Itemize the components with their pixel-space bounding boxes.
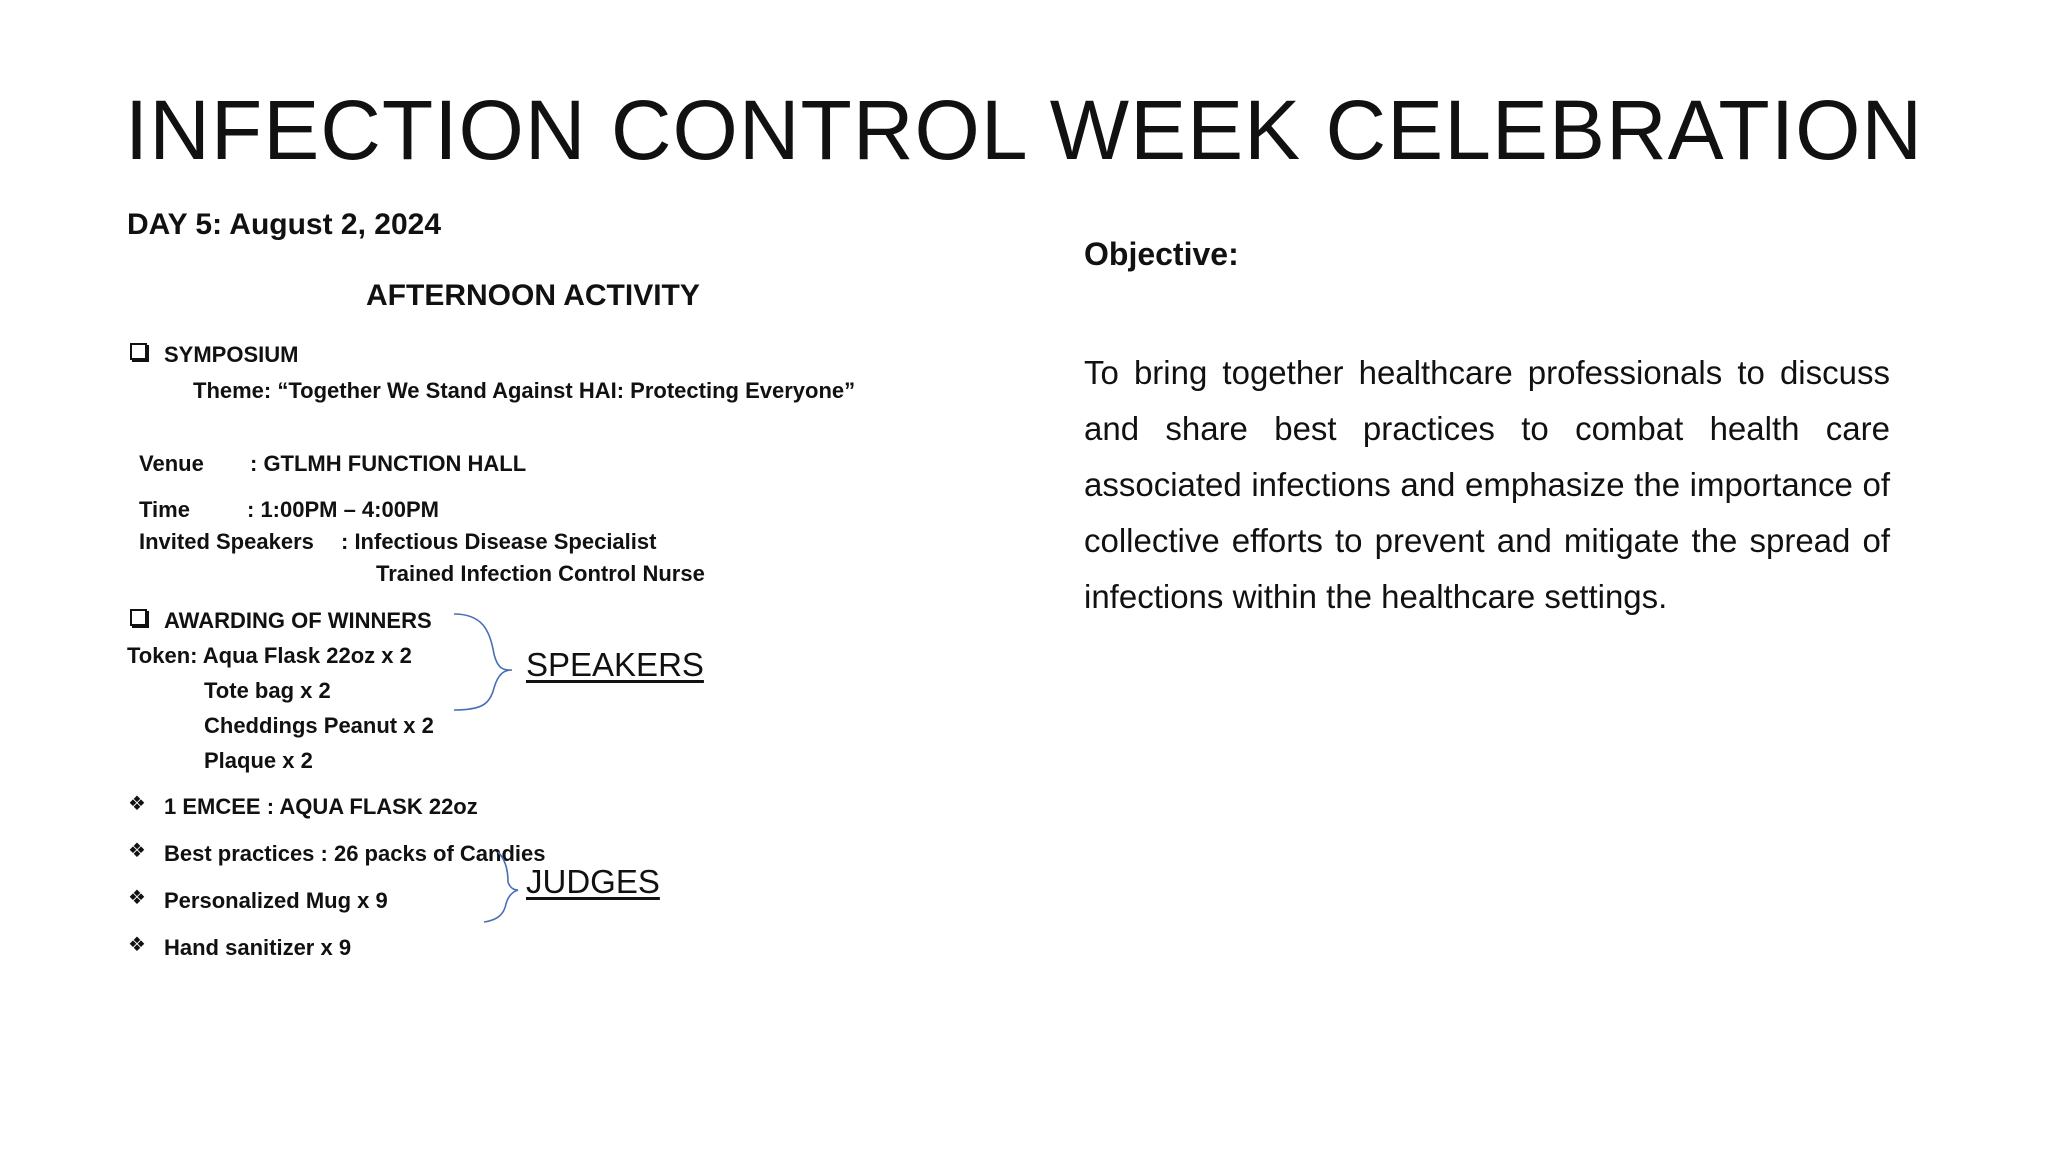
extra-item: Hand sanitizer x 9 (164, 935, 352, 960)
speaker-1: : Infectious Disease Specialist (341, 529, 657, 554)
speakers-annotation: SPEAKERS (526, 646, 704, 683)
symposium-label: SYMPOSIUM (164, 342, 299, 367)
four-diamond-bullet-icon: ❖ (128, 887, 146, 909)
judges-brace (480, 850, 520, 924)
extra-item: Personalized Mug x 9 (164, 888, 388, 913)
checkbox-bullet-icon (130, 609, 147, 626)
symposium-theme: Theme: “Together We Stand Against HAI: Protecting Everyone” (193, 378, 856, 403)
venue-value: : GTLMH FUNCTION HALL (250, 451, 527, 476)
time-value: : 1:00PM – 4:00PM (247, 497, 439, 522)
checkbox-bullet-icon (130, 343, 147, 360)
speaker-2: Trained Infection Control Nurse (376, 561, 705, 586)
slide-title: INFECTION CONTROL WEEK CELEBRATION (124, 83, 1924, 177)
award-item: Plaque x 2 (204, 748, 313, 773)
objective-label: Objective: (1084, 236, 1239, 272)
activity-heading: AFTERNOON ACTIVITY (366, 279, 700, 312)
venue-label: Venue (139, 451, 204, 476)
extra-item: Best practices : 26 packs of Candies (164, 841, 546, 866)
awarding-label: AWARDING OF WINNERS (164, 608, 432, 633)
day-date: DAY 5: August 2, 2024 (127, 208, 442, 241)
extra-item: 1 EMCEE : AQUA FLASK 22oz (164, 794, 478, 819)
speakers-brace (452, 612, 516, 712)
token-line: Token: Aqua Flask 22oz x 2 (127, 643, 412, 668)
award-item: Tote bag x 2 (204, 678, 331, 703)
four-diamond-bullet-icon: ❖ (128, 840, 146, 862)
speakers-label: Invited Speakers (139, 529, 314, 554)
judges-annotation: JUDGES (526, 863, 660, 900)
objective-text: To bring together healthcare professionals to discuss and share best practices to combat health care associated infections and emphasize the importance of collective efforts to prevent and mitigate the spread of infections within the healthcare settings. (1084, 354, 1890, 615)
four-diamond-bullet-icon: ❖ (128, 934, 146, 956)
award-item: Cheddings Peanut x 2 (204, 713, 434, 738)
four-diamond-bullet-icon: ❖ (128, 793, 146, 815)
time-label: Time (139, 497, 190, 522)
